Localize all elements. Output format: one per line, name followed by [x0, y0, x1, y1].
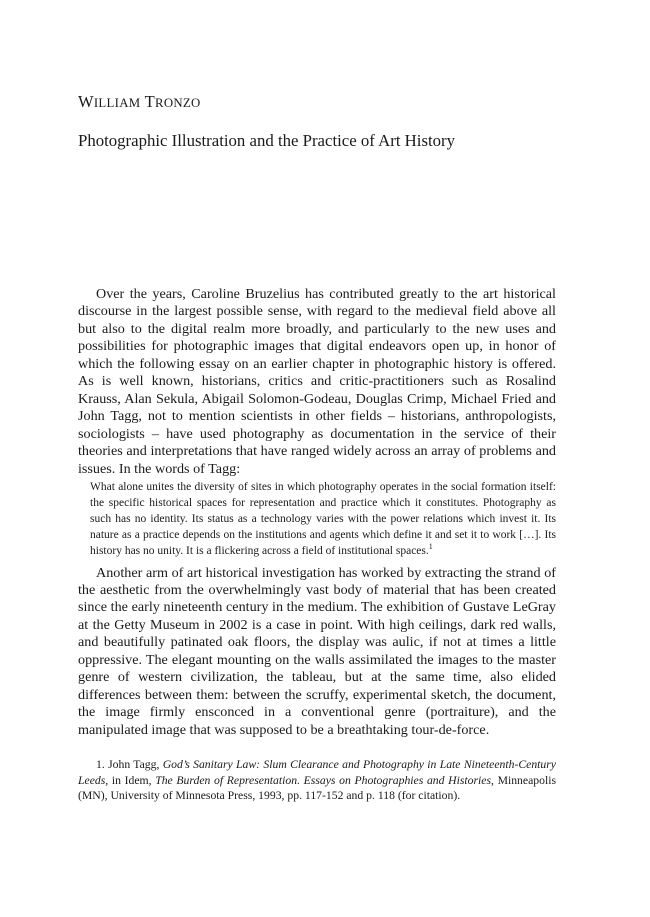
footnote-reference[interactable]: 1 — [428, 541, 433, 551]
footnote-rest: , Minneapolis (MN), University of Minnesota Press, 1993, pp. 117-152 and p. 118 (for citation). — [78, 773, 557, 803]
block-quote — [78, 480, 556, 560]
author-last-initial: T — [144, 92, 155, 111]
footnote-number: 1. — [96, 758, 105, 772]
author-name — [78, 92, 201, 112]
article-title: Photographic Illustration and the Practice of Art History — [78, 131, 456, 150]
footnote — [78, 757, 556, 804]
footnote-between: , in Idem, — [105, 773, 152, 787]
footnote-author: John Tagg, — [108, 758, 160, 772]
paragraph-2: Another arm of art historical investigation has worked by extracting the strand of the aesthetic from the overwhelmingly vast body of material that has been created since the early nineteenth century in the medium. The exhibition of Gustave LeGray at the Getty Museum in 2002 is a case in point. With high ceilings, dark red walls, and beautifully patinated oak floors, the display was aulic, if not at times a little oppressive. The elegant mounting on the walls assimilated the images to the master genre of western civilization, the tableau, but at the same time, also elided differences between them: between the scruffy, experimental sketch, the document, the image firmly ensconced in a conventional genre (portraiture), and the manipulated image that was supposed to be a breathtaking tour-de-force. — [78, 564, 556, 738]
article-body — [78, 286, 556, 804]
author-first-initial: W — [78, 92, 94, 111]
footnote-title-2: The Burden of Representation. Essays on Photographies and Histories — [155, 773, 491, 787]
block-quote-text: What alone unites the diversity of sites in which photography operates in the social formation itself: the specific historical spaces for representation and practice which it constitutes. Photography as such has no identity. Its status as a technology varies with the power relations which invest it. Its nature as a practice depends on the institutions and agents which define it and set it to work […]. Its history has no unity. It is a flickering across a field of institutional spaces. — [90, 480, 556, 557]
author-last-rest: RONZO — [154, 96, 201, 110]
author-first-rest: ILLIAM — [93, 96, 141, 110]
paragraph-1: Over the years, Caroline Bruzelius has contributed greatly to the art historical discourse in the largest possible sense, with regard to the medieval field above all but also to the digital realm more broadly, and particularly to the new uses and possibilities for photographic images that digital endeavors open up, in honor of which the following essay on an earlier chapter in photographic history is offered. As is well known, historians, critics and critic-practitioners such as Rosalind Krauss, Alan Sekula, Abigail Solomon-Godeau, Douglas Crimp, Michael Fried and John Tagg, not to mention scientists in other fields – historians, anthropologists, sociologists – have used photography as documentation in the service of their theories and interpretations that have ranged widely across an array of problems and issues. In the words of Tagg: — [78, 286, 556, 477]
footnote-title-1: God’s Sanitary Law: Slum Clearance and Photography in Late Nineteenth-Century Leeds — [78, 758, 556, 787]
